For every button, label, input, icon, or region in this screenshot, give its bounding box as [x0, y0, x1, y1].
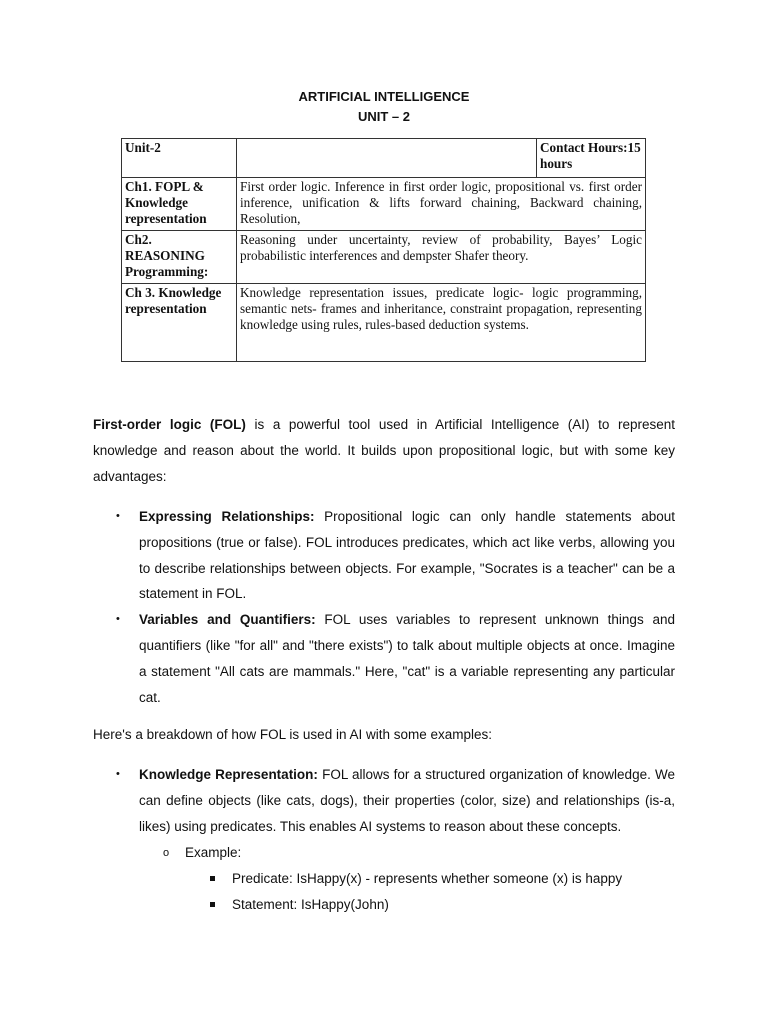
content-cell: Reasoning under uncertainty, review of probability, Bayes’ Logic probabilistic interferences and dempster Shafer theory.	[237, 231, 646, 284]
uses-list	[116, 762, 675, 839]
breakdown-intro: Here's a breakdown of how FOL is used in AI with some examples:	[93, 727, 493, 742]
bullet-icon: •	[116, 768, 120, 780]
unit-title: UNIT – 2	[357, 109, 410, 124]
unit-cell: Unit-2	[122, 139, 237, 178]
content-cell: Knowledge representation issues, predicate logic- logic programming, semantic nets- frames and inheritance, constraint propagation, representing knowledge using rules, rules-based deduction systems.	[237, 284, 646, 362]
intro-paragraph	[93, 412, 675, 490]
list-item-text: Propositional logic can only handle statements about propositions (true or false). FOL introduces predicates, which act like verbs, allowing you to describe relationships between objects. For example, "Socrates is a teacher" can be a statement in FOL.	[139, 509, 675, 602]
list-item	[116, 762, 675, 839]
circle-bullet-icon: o	[163, 847, 170, 859]
bullet-icon: •	[116, 613, 120, 626]
empty-cell	[237, 139, 537, 178]
table-row	[122, 284, 646, 362]
document-title: ARTIFICIAL INTELLIGENCE	[298, 89, 470, 104]
chapter-cell: Ch1. FOPL & Knowledge representation	[122, 178, 237, 231]
list-item-text: FOL allows for a structured organization of knowledge. We can define objects (like cats, dogs), their properties (color, size) and relationships (is-a, likes) using predicates. This enables AI systems to reason about these concepts.	[139, 767, 675, 834]
table-row	[122, 178, 646, 231]
square-bullet-icon	[210, 876, 215, 881]
contact-hours-cell: Contact Hours:15 hours	[537, 139, 646, 178]
example-item	[232, 866, 622, 892]
bullet-icon: •	[116, 510, 120, 522]
advantages-list	[116, 504, 675, 710]
example-item-text: Statement: IsHappy(John)	[232, 897, 389, 912]
square-bullet-icon	[210, 902, 215, 907]
example-subitem	[163, 840, 242, 866]
chapter-cell: Ch2. REASONING Programming:	[122, 231, 237, 284]
list-item-term: Knowledge Representation:	[139, 767, 318, 782]
table-row	[122, 231, 646, 284]
example-item-text: Predicate: IsHappy(x) - represents whether someone (x) is happy	[232, 871, 623, 886]
content-cell: First order logic. Inference in first order logic, propositional vs. first order inference, unification & lifts forward chaining, Backward chaining, Resolution,	[237, 178, 646, 231]
list-item	[116, 607, 675, 710]
table-header-row	[122, 139, 646, 178]
list-item-term: Variables and Quantifiers:	[139, 612, 316, 628]
example-item	[232, 892, 389, 918]
list-item	[116, 504, 675, 607]
syllabus-table	[121, 138, 646, 362]
list-item-text: FOL uses variables to represent unknown things and quantifiers (like "for all" and "there exists") to talk about multiple objects at once. Imagine a statement "All cats are mammals." Here, "cat" is a variable representing any particular cat.	[139, 612, 675, 705]
chapter-cell: Ch 3. Knowledge representation	[122, 284, 237, 362]
list-item-term: Expressing Relationships:	[139, 509, 315, 524]
intro-term: First-order logic (FOL)	[93, 417, 246, 432]
example-label: Example:	[185, 845, 242, 860]
intro-text: is a powerful tool used in Artificial Intelligence (AI) to represent knowledge and reason about the world. It builds upon propositional logic, but with some key advantages:	[93, 417, 676, 484]
